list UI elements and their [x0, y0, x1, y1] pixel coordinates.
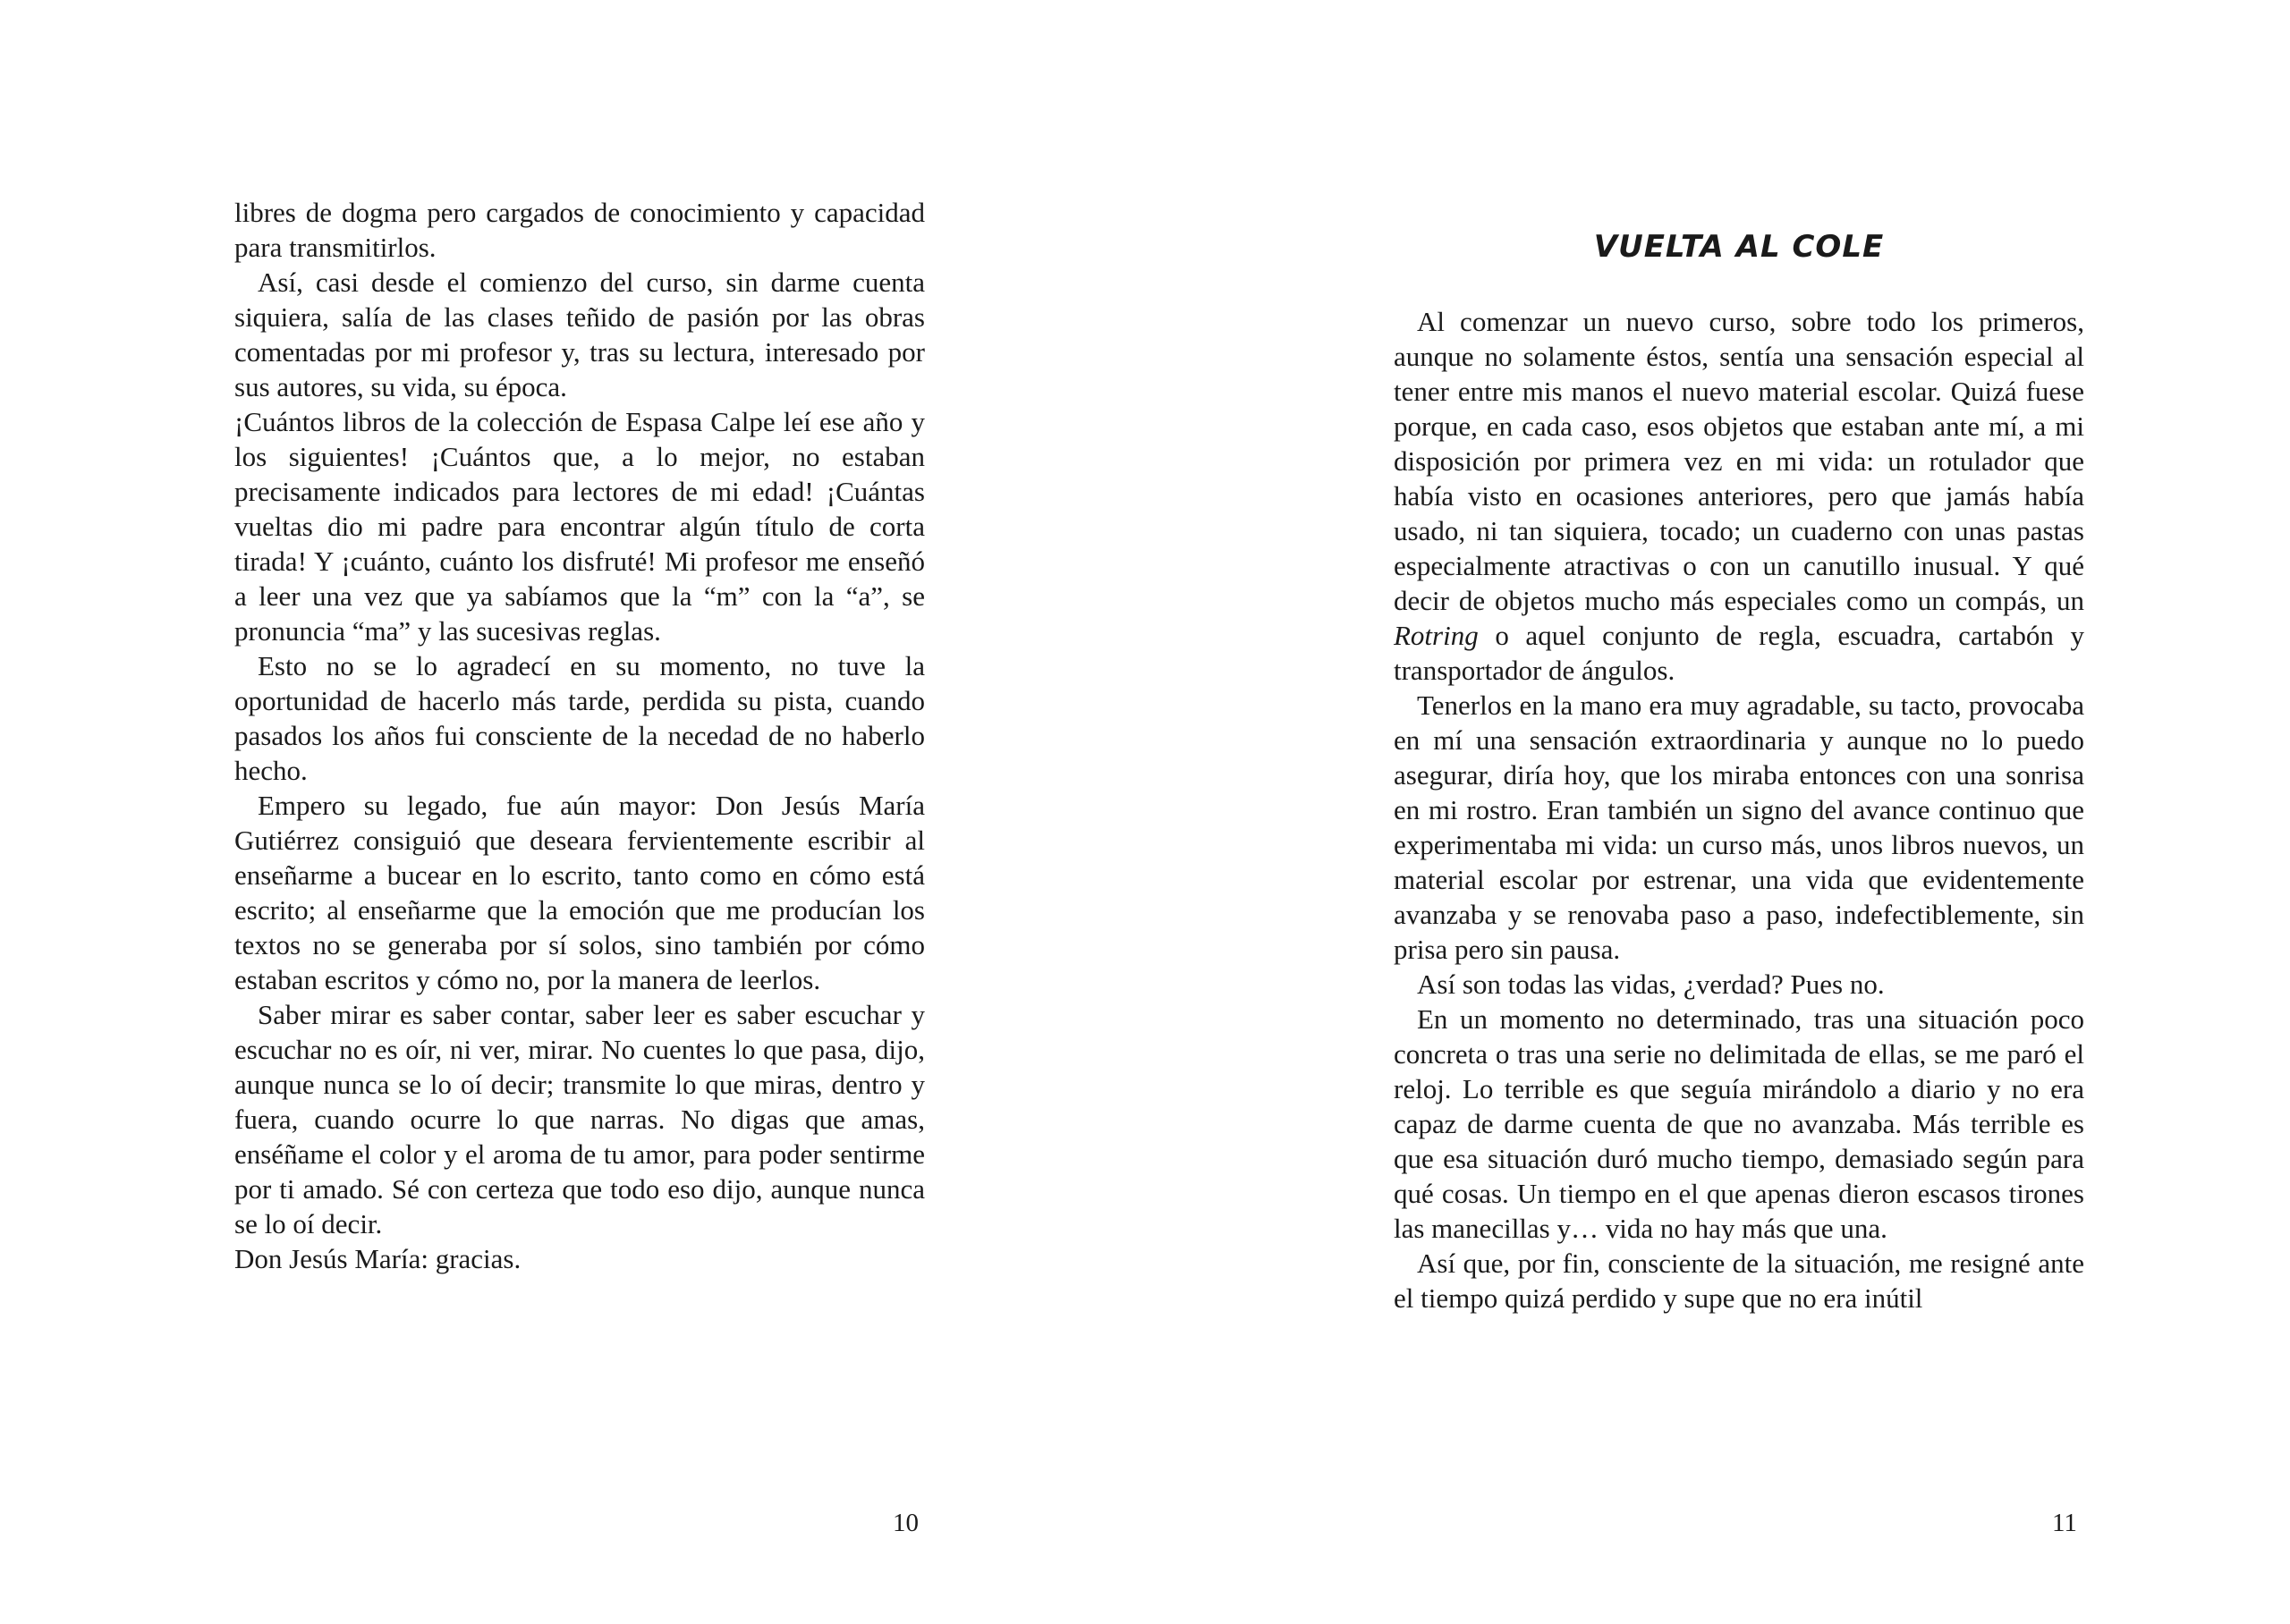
italic-term: Rotring — [1394, 620, 1479, 651]
chapter-title: VUELTA AL COLE — [1593, 229, 1885, 265]
paragraph: Saber mirar es saber contar, saber leer es saber escuchar y escuchar no es oír, ni ver, mirar. No cuentes lo que pasa, dijo, aunque nunca se lo oí decir; transmite lo que miras, dentro y fuera, cuando ocurre lo que narras. No digas que amas, enséñame el color y el aroma de tu amor, para poder sentirme por ti amado. Sé con certeza que todo eso dijo, aunque nunca se lo oí decir. — [234, 999, 925, 1239]
paragraph-text: o aquel conjunto de regla, escuadra, cartabón y transportador de ángulos. — [1394, 620, 2084, 686]
paragraph: Don Jesús María: gracias. — [234, 1243, 522, 1274]
right-page-text — [1394, 304, 2084, 1315]
right-page — [1145, 0, 2290, 1624]
page-number: 11 — [2052, 1509, 2077, 1537]
paragraph: Así, casi desde el comienzo del curso, sin darme cuenta siquiera, salía de las clases teñido de pasión por las obras comentadas por mi profesor y, tras su lectura, interesado por sus autores, su vida, su época. — [234, 266, 925, 402]
paragraph: Tenerlos en la mano era muy agradable, su tacto, provocaba en mí una sensación extraordinaria y aunque no lo puedo asegurar, diría hoy, que los miraba entonces con una sonrisa en mi rostro. Eran también un signo del avance continuo que experimentaba mi vida: un curso más, unos libros nuevos, un material escolar por estrenar, una vida que evidentemente avanzaba y se renovaba paso a paso, indefectiblemente, sin prisa pero sin pausa. — [1394, 689, 2084, 965]
paragraph: Así que, por fin, consciente de la situación, me resigné ante el tiempo quizá perdido y supe que no era inútil — [1394, 1248, 2084, 1314]
paragraph-text: Al comenzar un nuevo curso, sobre todo los primeros, aunque no solamente éstos, sentía una sensación especial al tener entre mis manos el nuevo material escolar. Quizá fuese porque, en cada caso, esos objetos que estaban ante mí, a mi disposición por primera vez en mi vida: un rotulador que había visto en ocasiones anteriores, pero que jamás había usado, ni tan siquiera, tocado; un cuaderno con unas pastas especialmente atractivas o con un canutillo inusual. Y qué decir de objetos mucho más especiales como un compás, un — [1394, 306, 2084, 616]
paragraph — [1394, 304, 2084, 688]
paragraph: libres de dogma pero cargados de conocimiento y capacidad para transmitirlos. — [234, 197, 925, 263]
paragraph: Esto no se lo agradecí en su momento, no tuve la oportunidad de hacerlo más tarde, perdida su pista, cuando pasados los años fui consciente de la necedad de no haberlo hecho. — [234, 650, 925, 786]
paragraph: ¡Cuántos libros de la colección de Espasa Calpe leí ese año y los siguientes! ¡Cuántos que, a lo mejor, no estaban precisamente indicados para lectores de mi edad! ¡Cuántas vueltas dio mi padre para encontrar algún título de corta tirada! Y ¡cuánto, cuánto los disfruté! Mi profesor me enseñó a leer una vez que ya sabíamos que la “m” con la “a”, se pronuncia “ma” y las sucesivas reglas. — [234, 406, 925, 647]
paragraph: Empero su legado, fue aún mayor: Don Jesús María Gutiérrez consiguió que deseara fervientemente escribir al enseñarme a bucear en lo escrito, tanto como en cómo está escrito; al enseñarme que la emoción que me producían los textos no se generaba por sí solos, sino también por cómo estaban escritos y cómo no, por la manera de leerlos. — [234, 790, 925, 995]
left-page-text — [234, 195, 925, 1276]
page-number: 10 — [893, 1509, 919, 1537]
paragraph: En un momento no determinado, tras una situación poco concreta o tras una serie no delimitada de ellas, se me paró el reloj. Lo terrible es que seguía mirándolo a diario y no era capaz de darme cuenta de que no avanzaba. Más terrible es que esa situación duró mucho tiempo, demasiado según para qué cosas. Un tiempo en el que apenas dieron escasos tirones las manecillas y… vida no hay más que una. — [1394, 1003, 2084, 1244]
paragraph: Así son todas las vidas, ¿verdad? Pues no. — [1417, 968, 1885, 1000]
